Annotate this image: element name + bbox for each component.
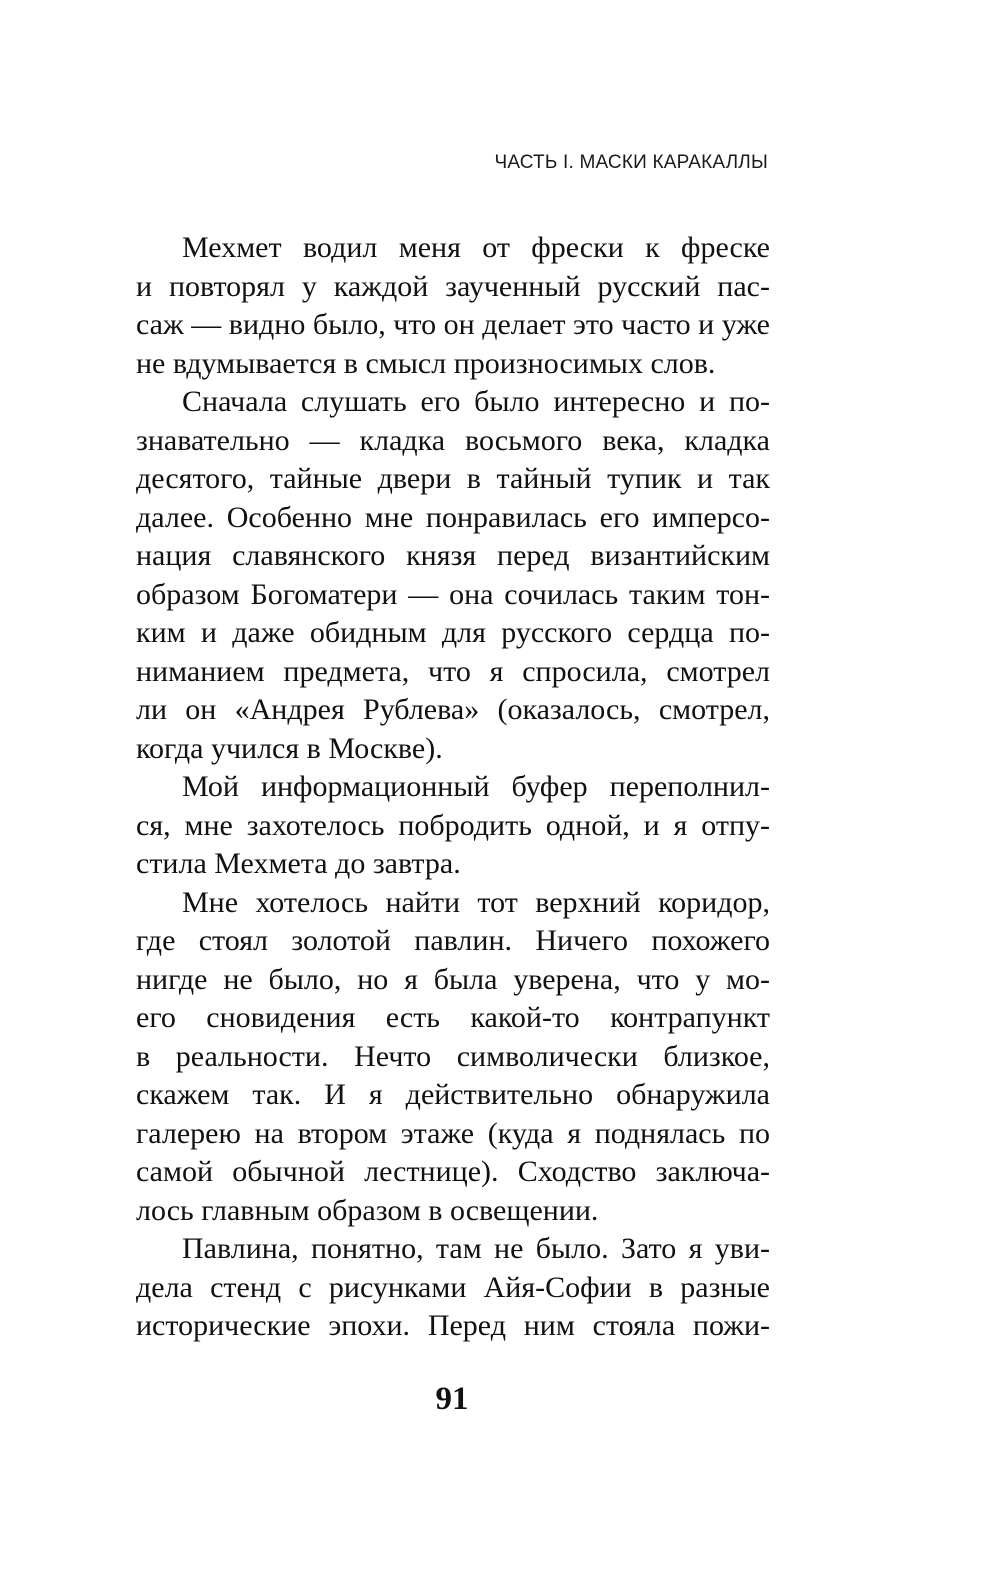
text-line: Мне хотелось найти тот верхний коридор, [182,885,770,919]
text-line: ким и даже обидным для русского сердца по- [136,616,770,649]
text-line: его сновидения есть какой-то контрапункт [136,1001,770,1034]
text-line: Сначала слушать его было интересно и по- [182,385,770,418]
text-line: в реальности. Нечто символически близкое, [136,1039,770,1073]
paragraph-3 [136,768,770,884]
text-line: ли он «Андрея Рублева» (оказалось, смотрел, [136,693,770,726]
text-line: ниманием предмета, что я спросила, смотрел [136,654,770,688]
paragraph-2 [136,383,770,768]
text-line: саж — видно было, что он делает это часто и уже [136,308,770,341]
text-line: где стоял золотой павлин. Ничего похожего [136,924,770,957]
text-line: скажем так. И я действительно обнаружила [136,1078,770,1111]
text-line: галерею на втором этаже (куда я поднялась по [136,1116,770,1150]
body-text [136,229,770,1346]
text-line: самой обычной лестнице). Сходство заключа- [136,1155,770,1188]
text-line: и повторял у каждой заученный русский пас- [136,269,770,303]
text-line: дела стенд с рисунками Айя-Софии в разные [136,1270,770,1304]
text-line: стила Мехмета до завтра. [136,847,461,880]
page-number: 91 [435,1381,469,1417]
text-line: Мехмет водил меня от фрески к фреске [182,231,770,264]
text-line: ся, мне захотелось побродить одной, и я отпу- [136,808,770,842]
paragraph-5 [136,1230,770,1346]
text-line: десятого, тайные двери в тайный тупик и так [136,462,770,495]
text-line: лось главным образом в освещении. [136,1193,599,1227]
text-line: далее. Особенно мне понравилась его имперсо- [136,500,770,534]
text-line: исторические эпохи. Перед ним стояла пожи- [136,1309,770,1342]
paragraph-4 [136,884,770,1231]
text-line: Мой информационный буфер переполнил- [182,770,770,803]
text-line: не вдумывается в смысл произносимых слов. [136,346,716,380]
text-line: образом Богоматери — она сочилась таким тон- [136,577,770,611]
paragraph-1 [136,229,770,383]
running-head: ЧАСТЬ I. МАСКИ КАРАКАЛЛЫ [494,152,768,173]
text-line: Павлина, понятно, там не было. Зато я уви- [182,1232,770,1265]
text-line: нигде не было, но я была уверена, что у мо- [136,962,770,996]
text-line: нация славянского князя перед византийским [136,539,770,572]
text-line: знавательно — кладка восьмого века, кладка [136,423,770,457]
text-line: когда учился в Москве). [136,731,443,765]
